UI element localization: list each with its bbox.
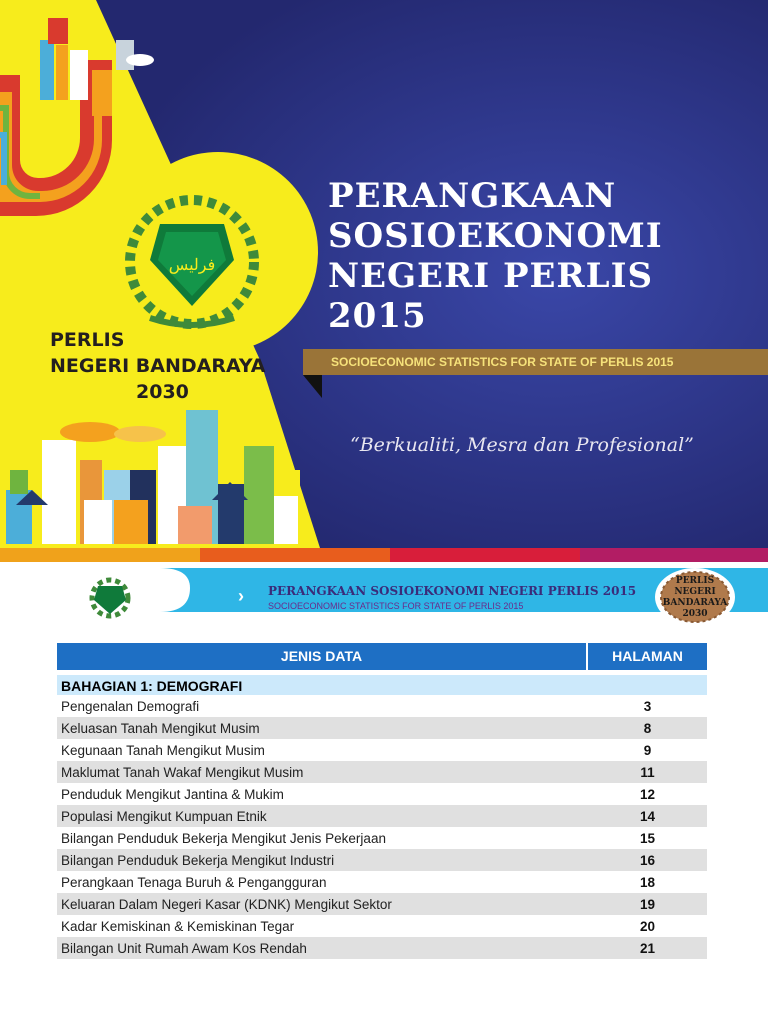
row-page-number: 3: [643, 698, 652, 714]
table-row: [57, 717, 707, 739]
header-subtitle: SOCIOECONOMIC STATISTICS FOR STATE OF PERLIS 2015: [268, 601, 524, 611]
table-row: [57, 739, 707, 761]
table-row: [57, 893, 707, 915]
contents-table: [57, 643, 707, 959]
row-label: Bilangan Unit Rumah Awam Kos Rendah: [61, 940, 307, 956]
row-label: Penduduk Mengikut Jantina & Mukim: [61, 786, 284, 802]
logo-line: NEGERI BANDARAYA: [50, 355, 266, 377]
table-row: [57, 761, 707, 783]
row-label: Maklumat Tanah Wakaf Mengikut Musim: [61, 764, 304, 780]
row-page-number: 15: [639, 830, 656, 846]
row-page-number: 20: [639, 918, 656, 934]
header-title: PERANGKAAN SOSIOEKONOMI NEGERI PERLIS 2015: [268, 584, 637, 598]
perlis-2030-logo: [50, 327, 266, 405]
table-row: [57, 849, 707, 871]
badge-line: NEGERI BANDARAYA: [662, 587, 728, 608]
cover-subtitle: SOCIOECONOMIC STATISTICS FOR STATE OF PERLIS 2015: [303, 349, 768, 375]
row-page-number: 16: [639, 852, 656, 868]
svg-text:فرليس: فرليس: [168, 255, 216, 274]
table-row: [57, 695, 707, 717]
column-header-data-type: JENIS DATA: [57, 643, 588, 670]
row-page-number: 18: [639, 874, 656, 890]
row-page-number: 12: [639, 786, 656, 802]
row-label: Bilangan Penduduk Bekerja Mengikut Industri: [61, 852, 335, 868]
logo-line: 2030: [136, 381, 189, 403]
table-header: [57, 643, 707, 670]
row-page-number: 21: [639, 940, 656, 956]
cover-title-line: PERANGKAAN: [328, 176, 617, 216]
cover-title-line: 2015: [328, 296, 427, 336]
table-row: [57, 805, 707, 827]
row-label: Populasi Mengikut Kumpuan Etnik: [61, 808, 267, 824]
chevron-right-icon: ›: [238, 586, 244, 606]
row-label: Pengenalan Demografi: [61, 698, 200, 714]
row-label: Kadar Kemiskinan & Kemiskinan Tegar: [61, 918, 295, 934]
row-page-number: 8: [643, 720, 652, 736]
row-page-number: 9: [643, 742, 652, 758]
row-page-number: 19: [639, 896, 656, 912]
badge-text: [652, 576, 738, 620]
row-label: Keluaran Dalam Negeri Kasar (KDNK) Mengikut Sektor: [61, 896, 392, 912]
section-heading: BAHAGIAN 1: DEMOGRAFI: [57, 675, 707, 695]
badge-line: 2030: [682, 609, 708, 619]
toc-rows: [57, 695, 707, 959]
row-label: Kegunaan Tanah Mengikut Musim: [61, 742, 265, 758]
table-row: [57, 871, 707, 893]
row-page-number: 11: [640, 764, 655, 780]
cover-title-line: NEGERI PERLIS: [328, 256, 654, 296]
row-page-number: 14: [639, 808, 656, 824]
badge-line: PERLIS: [675, 576, 715, 586]
row-label: Keluasan Tanah Mengikut Musim: [61, 720, 260, 736]
table-row: [57, 783, 707, 805]
cover-title: [328, 176, 663, 336]
cover-tagline: “Berkualiti, Mesra dan Profesional”: [350, 434, 694, 456]
table-row: [57, 827, 707, 849]
logo-line: PERLIS: [50, 329, 125, 351]
cover-title-line: SOSIOEKONOMI: [328, 216, 663, 256]
row-label: Bilangan Penduduk Bekerja Mengikut Jenis Pekerjaan: [61, 830, 386, 846]
table-row: [57, 915, 707, 937]
table-row: [57, 937, 707, 959]
column-header-page: HALAMAN: [612, 648, 683, 664]
row-label: Perangkaan Tenaga Buruh & Pengangguran: [61, 874, 327, 890]
